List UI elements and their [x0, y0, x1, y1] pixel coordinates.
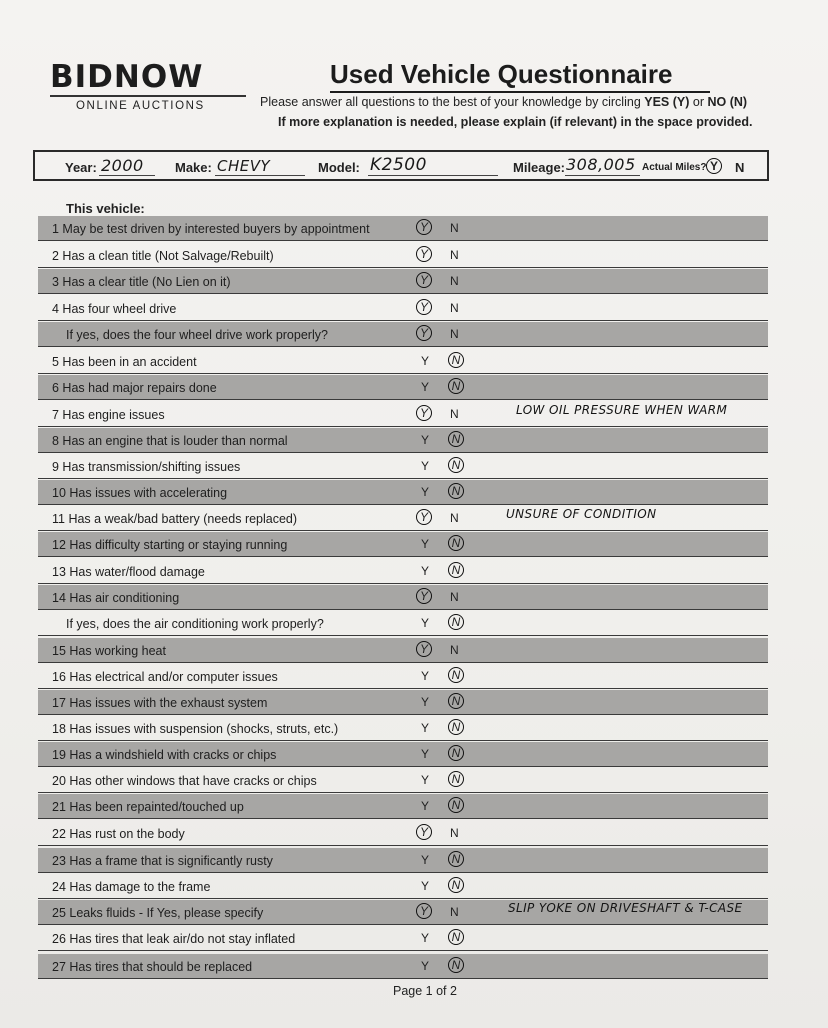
make-underline	[215, 175, 305, 176]
question-row	[38, 742, 768, 767]
page-title: Used Vehicle Questionnaire	[330, 58, 710, 93]
question-text: 18 Has issues with suspension (shocks, struts, etc.)	[52, 722, 339, 736]
instruction-text: Please answer all questions to the best of your knowledge by circling	[260, 95, 645, 109]
logo-wordmark: BIDNOW	[50, 59, 204, 95]
answer-yes[interactable]: Y	[421, 537, 430, 551]
question-text: 15 Has working heat	[52, 644, 166, 658]
logo-subtitle: ONLINE AUCTIONS	[76, 100, 205, 112]
answer-no[interactable]: N	[450, 301, 459, 315]
actual-miles-no[interactable]: N	[735, 160, 745, 175]
answer-no[interactable]: N	[448, 667, 464, 683]
answer-no[interactable]: N	[450, 905, 459, 919]
answer-yes[interactable]: Y	[421, 695, 430, 709]
question-text: If yes, does the four wheel drive work properly?	[66, 328, 328, 342]
question-row	[38, 638, 768, 663]
question-row	[38, 664, 768, 689]
answer-no[interactable]: N	[450, 248, 459, 262]
instruction-line-2: If more explanation is needed, please explain (if relevant) in the space provided.	[278, 115, 753, 129]
answer-no[interactable]: N	[448, 562, 464, 578]
question-row	[38, 454, 768, 479]
answer-no[interactable]: N	[448, 457, 464, 473]
question-row	[38, 402, 768, 427]
question-row	[38, 375, 768, 400]
answer-yes[interactable]: Y	[421, 354, 430, 368]
answer-no[interactable]: N	[448, 535, 464, 551]
answer-yes[interactable]: Y	[416, 588, 432, 604]
answer-no[interactable]: N	[448, 693, 464, 709]
answer-yes[interactable]: Y	[421, 380, 430, 394]
instruction-yes: YES (Y)	[644, 95, 690, 109]
question-row	[38, 216, 768, 241]
question-text: 2 Has a clean title (Not Salvage/Rebuilt)	[52, 249, 274, 263]
answer-no[interactable]: N	[448, 719, 464, 735]
mileage-value[interactable]: 308,005	[566, 155, 636, 174]
question-row	[38, 532, 768, 557]
answer-no[interactable]: N	[448, 877, 464, 893]
answer-no[interactable]: N	[450, 274, 459, 288]
question-row	[38, 480, 768, 505]
actual-miles-yes-circled[interactable]: Y	[706, 158, 722, 174]
answer-yes[interactable]: Y	[421, 799, 430, 813]
answer-yes[interactable]: Y	[421, 485, 430, 499]
year-label: Year:	[65, 160, 97, 175]
question-row	[38, 848, 768, 873]
model-value[interactable]: K2500	[370, 155, 427, 175]
answer-yes[interactable]: Y	[421, 879, 430, 893]
answer-no[interactable]: N	[448, 929, 464, 945]
question-text: 20 Has other windows that have cracks or chips	[52, 774, 317, 788]
question-text: 6 Has had major repairs done	[52, 381, 217, 395]
mileage-underline	[565, 175, 640, 176]
section-title: This vehicle:	[66, 201, 145, 216]
answer-yes[interactable]: Y	[416, 299, 432, 315]
answer-yes[interactable]: Y	[416, 903, 432, 919]
question-text: 25 Leaks fluids - If Yes, please specify	[52, 906, 264, 920]
question-row	[38, 874, 768, 899]
question-text: 1 May be test driven by interested buyers by appointment	[52, 222, 370, 236]
answer-no[interactable]: N	[450, 327, 459, 341]
question-text: 11 Has a weak/bad battery (needs replaced)	[52, 512, 298, 526]
answer-yes[interactable]: Y	[416, 824, 432, 840]
answer-no[interactable]: N	[448, 771, 464, 787]
question-text: 26 Has tires that leak air/do not stay inflated	[52, 932, 296, 946]
logo-rule	[50, 95, 246, 97]
question-text: 23 Has a frame that is significantly rusty	[52, 854, 273, 868]
question-row	[38, 296, 768, 321]
answer-yes[interactable]: Y	[421, 433, 430, 447]
question-text: 27 Has tires that should be replaced	[52, 960, 253, 974]
answer-yes[interactable]: Y	[421, 747, 430, 761]
answer-no[interactable]: N	[448, 851, 464, 867]
question-text: 4 Has four wheel drive	[52, 302, 177, 316]
question-text: 10 Has issues with accelerating	[52, 486, 228, 500]
question-row	[38, 506, 768, 531]
answer-yes[interactable]: Y	[416, 509, 432, 525]
question-text: If yes, does the air conditioning work properly?	[66, 617, 324, 631]
question-text: 17 Has issues with the exhaust system	[52, 696, 268, 710]
answer-yes[interactable]: Y	[416, 325, 432, 341]
handwritten-note[interactable]: LOW OIL PRESSURE WHEN WARM	[516, 403, 728, 417]
answer-no[interactable]: N	[450, 590, 459, 604]
answer-no[interactable]: N	[450, 407, 459, 421]
question-text: 22 Has rust on the body	[52, 827, 185, 841]
question-row	[38, 794, 768, 819]
question-text: 9 Has transmission/shifting issues	[52, 460, 241, 474]
handwritten-note[interactable]: SLIP YOKE ON DRIVESHAFT & T-CASE	[508, 901, 743, 915]
handwritten-note[interactable]: UNSURE OF CONDITION	[506, 507, 657, 521]
question-row	[38, 428, 768, 453]
answer-no[interactable]: N	[450, 643, 459, 657]
answer-yes[interactable]: Y	[421, 669, 430, 683]
question-text: 24 Has damage to the frame	[52, 880, 211, 894]
answer-no[interactable]: N	[448, 614, 464, 630]
question-row	[38, 585, 768, 610]
answer-yes[interactable]: Y	[421, 931, 430, 945]
make-value[interactable]: CHEVY	[217, 157, 271, 175]
actual-miles-label: Actual Miles?	[642, 162, 707, 173]
instruction-no: NO (N)	[707, 95, 748, 109]
question-text: 7 Has engine issues	[52, 408, 165, 422]
question-row	[38, 322, 768, 347]
question-row	[38, 900, 768, 925]
answer-yes[interactable]: Y	[421, 459, 430, 473]
question-text: 5 Has been in an accident	[52, 355, 197, 369]
bidnow-logo	[50, 60, 246, 112]
question-row	[38, 611, 768, 636]
year-value[interactable]: 2000	[101, 156, 144, 175]
answer-yes[interactable]: Y	[416, 405, 432, 421]
question-text: 8 Has an engine that is louder than normal	[52, 434, 288, 448]
answer-no[interactable]: N	[448, 957, 464, 973]
vehicle-info-box	[33, 150, 769, 181]
make-label: Make:	[175, 160, 212, 175]
instruction-line-1	[260, 95, 780, 109]
answer-no[interactable]: N	[448, 797, 464, 813]
answer-yes[interactable]: Y	[421, 721, 430, 735]
year-underline	[99, 175, 155, 176]
answer-yes[interactable]: Y	[421, 564, 430, 578]
model-label: Model:	[318, 160, 360, 175]
answer-no[interactable]: N	[448, 431, 464, 447]
answer-yes[interactable]: Y	[421, 773, 430, 787]
question-row	[38, 716, 768, 741]
instruction-or: or	[689, 95, 708, 109]
question-text: 19 Has a windshield with cracks or chips	[52, 748, 277, 762]
question-row	[38, 559, 768, 584]
question-row	[38, 768, 768, 793]
question-text: 14 Has air conditioning	[52, 591, 180, 605]
question-text: 21 Has been repainted/touched up	[52, 800, 244, 814]
answer-no[interactable]: N	[448, 483, 464, 499]
answer-no[interactable]: N	[450, 221, 459, 235]
question-row	[38, 821, 768, 846]
question-text: 16 Has electrical and/or computer issues	[52, 670, 278, 684]
question-text: 3 Has a clear title (No Lien on it)	[52, 275, 231, 289]
question-row	[38, 954, 768, 979]
answer-no[interactable]: N	[448, 352, 464, 368]
answer-no[interactable]: N	[448, 378, 464, 394]
question-row	[38, 690, 768, 715]
answer-yes[interactable]: Y	[421, 959, 430, 973]
question-text: 13 Has water/flood damage	[52, 565, 205, 579]
answer-yes[interactable]: Y	[421, 853, 430, 867]
question-row	[38, 269, 768, 294]
answer-no[interactable]: N	[450, 826, 459, 840]
answer-no[interactable]: N	[450, 511, 459, 525]
answer-yes[interactable]: Y	[416, 219, 432, 235]
answer-yes[interactable]: Y	[416, 641, 432, 657]
question-row	[38, 926, 768, 951]
page-number: Page 1 of 2	[393, 984, 457, 998]
question-row	[38, 349, 768, 374]
answer-yes[interactable]: Y	[416, 272, 432, 288]
mileage-label: Mileage:	[513, 160, 566, 175]
answer-no[interactable]: N	[448, 745, 464, 761]
answer-yes[interactable]: Y	[421, 616, 430, 630]
question-row	[38, 243, 768, 268]
question-text: 12 Has difficulty starting or staying running	[52, 538, 288, 552]
answer-yes[interactable]: Y	[416, 246, 432, 262]
model-underline	[368, 175, 498, 176]
